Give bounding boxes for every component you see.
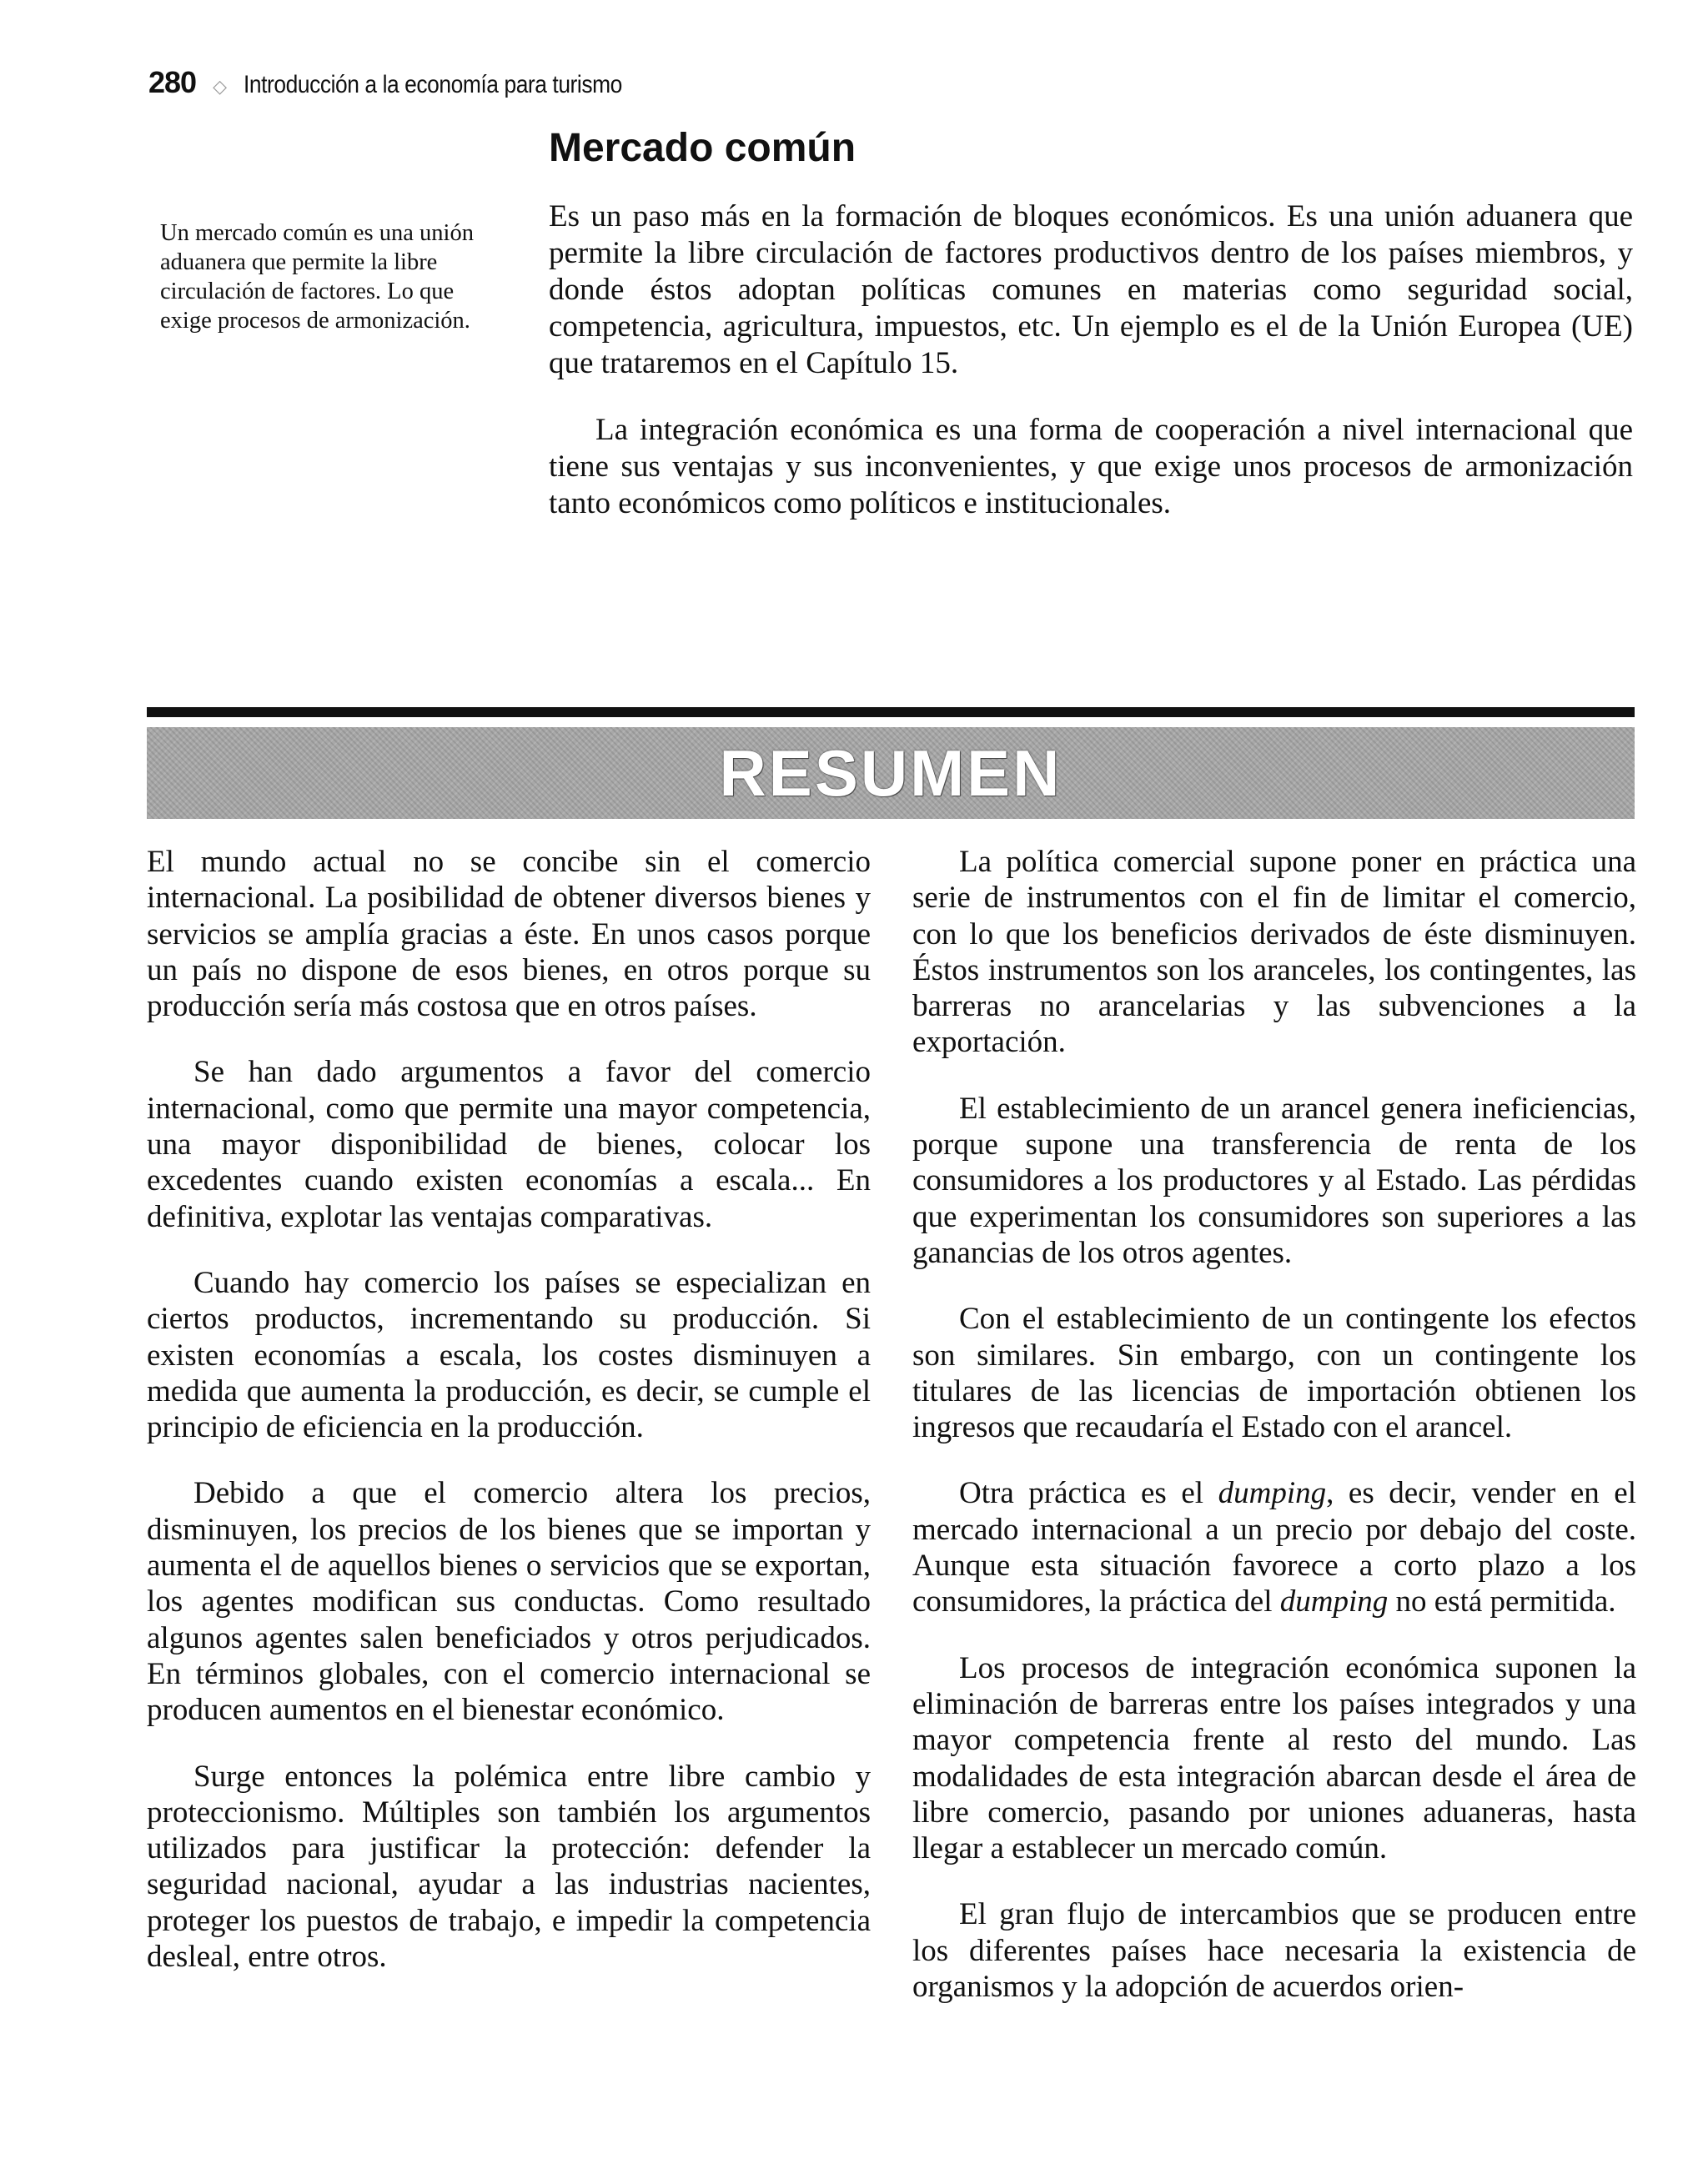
summary-right-column <box>912 844 1636 2035</box>
term-dumping: dumping <box>1279 1584 1389 1619</box>
text-run: Otra práctica es el <box>959 1476 1218 1511</box>
text-run: , es decir, vender en el mercado internacional a un precio por debajo del coste. Aunque esta situación favorece a corto plazo a los consumidores, la práctica del <box>912 1476 1637 1619</box>
section-paragraph: La integración económica es una forma de cooperación a nivel internacional que tiene sus ventajas y sus inconvenientes, y que exige unos procesos de armonización tanto económicos como políticos e institucionales. <box>549 413 1633 520</box>
summary-banner <box>147 727 1635 819</box>
summary-paragraph: La política comercial supone poner en práctica una serie de instrumentos con el fin de limitar el comercio, con lo que los beneficios derivados de éste disminuyen. Éstos instrumentos son los aranceles, los contingentes, las barreras no arancelarias y las subvenciones a la exportación. <box>912 845 1636 1060</box>
section-heading: Mercado común <box>549 126 857 170</box>
summary-paragraph: Los procesos de integración económica suponen la eliminación de barreras entre los países integrados y una mayor competencia frente al resto del mundo. Las modalidades de esta integración abarcan desde el área de libre comercio, pasando por uniones aduaneras, hasta llegar a establecer un mercado común. <box>912 1650 1636 1866</box>
summary-top-rule <box>147 707 1635 717</box>
text-run: no está permitida. <box>1388 1584 1616 1619</box>
section-paragraph: Es un paso más en la formación de bloques económicos. Es una unión aduanera que permite la libre circulación de factores productivos dentro de los países miembros, y donde éstos adoptan políticas comunes en materias como seguridad social, competencia, agricultura, impuestos, etc. Un ejemplo es el de la Unión Europea (UE) que trataremos en el Capítulo 15. <box>549 199 1633 380</box>
summary-paragraph: El gran flujo de intercambios que se producen entre los diferentes países hace necesaria la existencia de organismos y la adopción de acuerdos orien- <box>912 1897 1636 2005</box>
book-title: Introducción a la economía para turismo <box>244 71 622 98</box>
summary-title: RESUMEN <box>719 736 1062 810</box>
running-header <box>148 65 674 107</box>
summary-paragraph: Se han dado argumentos a favor del comercio internacional, como que permite una mayor competencia, una mayor disponibilidad de bienes, colocar los excedentes cuando existen economías a escala... En definitiva, explotar las ventajas comparativas. <box>147 1055 871 1234</box>
term-dumping: dumping <box>1218 1476 1327 1511</box>
header-separator-ornament: ◇ <box>213 76 227 97</box>
section-body <box>549 198 1633 552</box>
summary-paragraph: Debido a que el comercio altera los precios, disminuyen, los precios de los bienes que se importan y aumenta el de aquellos bienes o servicios que se exportan, los agentes modifican sus conductas. Como resultado algunos agentes salen beneficiados y otros perjudicados. En términos globales, con el comercio internacional se producen aumentos en el bienestar económico. <box>147 1476 871 1728</box>
summary-paragraph: Cuando hay comercio los países se especializan en ciertos productos, incrementando su producción. Si existen economías a escala, los costes disminuyen a medida que aumenta la producción, es decir, se cumple el principio de eficiencia en la producción. <box>147 1265 871 1445</box>
summary-paragraph: Con el establecimiento de un contingente los efectos son similares. Sin embargo, con un contingente los titulares de las licencias de importación obtienen los ingresos que recaudaría el Estado con el arancel. <box>912 1302 1636 1445</box>
summary-paragraph: El mundo actual no se concibe sin el comercio internacional. La posibilidad de obtener diversos bienes y servicios se amplía gracias a éste. En unos casos porque un país no dispone de esos bienes, en otros porque su producción sería más costosa que en otros países. <box>147 845 871 1024</box>
summary-paragraph: Surge entonces la polémica entre libre cambio y proteccionismo. Múltiples son también los argumentos utilizados para justificar la protección: defender la seguridad nacional, ayudar a las industrias nacientes, proteger los puestos de trabajo, e impedir la competencia desleal, entre otros. <box>147 1759 871 1975</box>
summary-paragraph: El establecimiento de un arancel genera ineficiencias, porque supone una transferencia de renta de los consumidores a los productores y al Estado. Las pérdidas que experimentan los consumidores son superiores a las ganancias de los otros agentes. <box>912 1091 1636 1270</box>
margin-note: Un mercado común es una unión aduanera que permite la libre circulación de factores. Lo que exige procesos de armonización. <box>160 220 474 334</box>
summary-left-column <box>147 844 871 2005</box>
summary-paragraph-dumping <box>912 1475 1636 1619</box>
page-number: 280 <box>148 65 197 99</box>
